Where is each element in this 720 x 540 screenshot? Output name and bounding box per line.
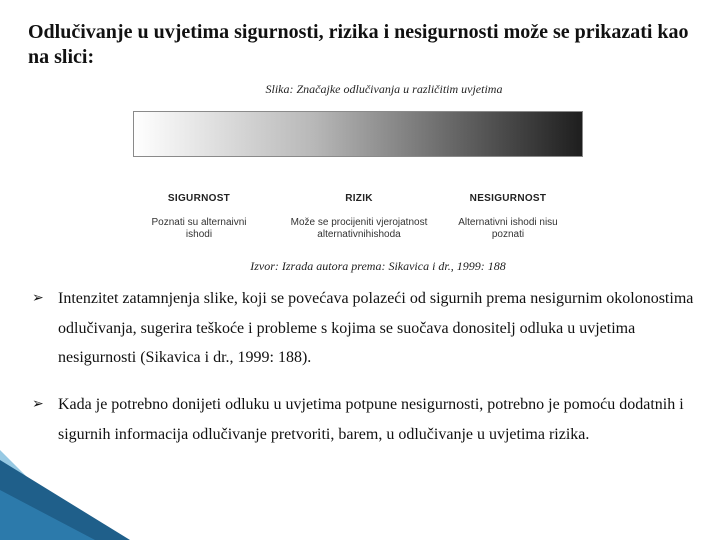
column-desc-certainty: Poznati su alternaivni ishodi bbox=[151, 217, 247, 240]
bullet-item bbox=[32, 284, 702, 373]
column-head-certainty: SIGURNOST bbox=[167, 193, 231, 204]
arrow-bullet-icon: ➢ bbox=[32, 396, 44, 412]
bullet-item bbox=[32, 390, 702, 449]
bullet-text: Intenzitet zatamnjenja slike, koji se povećava polazeći od sigurnih prema nesigurnim okolonostima odlučivanja, sugerira teškoće i probleme s kojima se suočava donositelj odluka u uvjetima nesigurnosti (Sikavica i dr., 1999: 188). bbox=[58, 290, 694, 366]
column-desc-risk: Može se procijeniti vjerojatnost alternativnihishoda bbox=[290, 217, 428, 240]
figure-caption: Slika: Značajke odlučivanja u različitim uvjetima bbox=[265, 82, 503, 96]
column-desc-uncertainty: Alternativni ishodi nisu poznati bbox=[458, 217, 558, 240]
slide-title: Odlučivanje u uvjetima sigurnosti, rizika i nesigurnosti može se prikazati kao na slici: bbox=[28, 21, 689, 68]
column-risk bbox=[268, 193, 450, 241]
figure-source: Izvor: Izrada autora prema: Sikavica i dr., 1999: 188 bbox=[250, 259, 506, 273]
corner-decoration bbox=[0, 450, 720, 540]
column-head-uncertainty: NESIGURNOST bbox=[469, 193, 547, 204]
column-certainty bbox=[140, 193, 258, 241]
column-head-risk: RIZIK bbox=[345, 193, 373, 204]
bullet-text: Kada je potrebno donijeti odluku u uvjetima potpune nesigurnosti, potrebno je pomoću dodatnih i sigurnih informacija odlučivanje pretvoriti, barem, u odlučivanje u uvjetima rizika. bbox=[58, 396, 684, 443]
uncertainty-gradient-bar bbox=[133, 111, 583, 157]
arrow-bullet-icon: ➢ bbox=[32, 290, 44, 306]
column-uncertainty bbox=[448, 193, 568, 241]
